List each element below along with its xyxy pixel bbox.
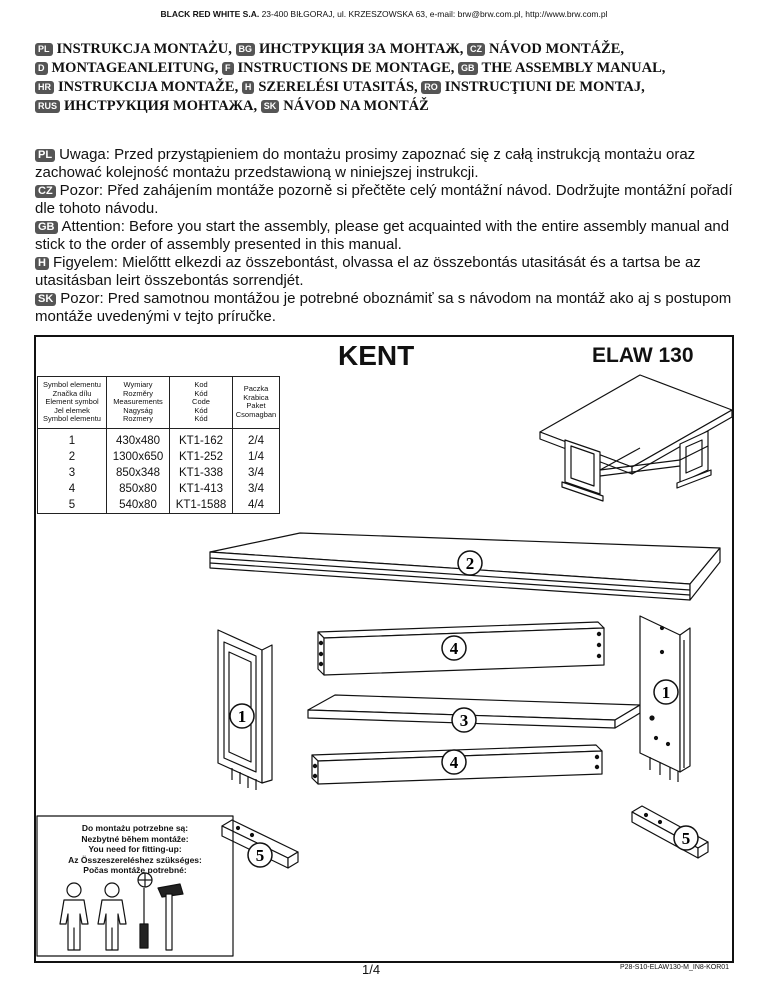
title-f: F INSTRUCTIONS DE MONTAGE, bbox=[222, 60, 454, 76]
note-h: H Figyelem: Mielőttt elkezdi az összebontást, olvassa el az összebontás utasitását és a tartsa be az utasitásban leirt összebontás sorrendjét. bbox=[35, 254, 701, 289]
product-model: ELAW 130 bbox=[592, 344, 694, 367]
tools-needed-text: Do montażu potrzebne są: Nezbytné během montáže: You need for fitting-up: Az Összeszereléshez szükséges: Počas montáže potrebné: bbox=[68, 823, 202, 875]
header-dimensions: Wymiary Rozměry Measurements Nagyság Rozmery bbox=[107, 377, 170, 429]
part-badge-2 bbox=[458, 551, 482, 575]
table-row: 3 850x348 KT1-338 3/4 bbox=[38, 465, 280, 481]
table-row: 2 1300x650 KT1-252 1/4 bbox=[38, 449, 280, 465]
page-number: 1/4 bbox=[362, 962, 381, 977]
company-address: 23-400 BIŁGORAJ, ul. KRZESZOWSKA 63, e-mail: brw@brw.com.pl, http://www.brw.com.pl bbox=[261, 9, 608, 19]
part-badge-4-lower bbox=[442, 750, 466, 774]
svg-text:1: 1 bbox=[661, 683, 671, 702]
screwdriver-icon bbox=[140, 888, 148, 948]
part-badge-5-right bbox=[674, 826, 698, 850]
svg-text:4: 4 bbox=[449, 639, 459, 658]
table-row: 5 540x80 KT1-1588 4/4 bbox=[38, 497, 280, 514]
title-pl: PL INSTRUKCJA MONTAŻU, bbox=[35, 41, 232, 57]
title-gb: GB THE ASSEMBLY MANUAL, bbox=[458, 60, 665, 76]
company-name: BLACK RED WHITE S.A. bbox=[160, 9, 260, 19]
svg-text:1: 1 bbox=[237, 707, 247, 726]
title-rus: RUS ИНСТРУКЦИЯ МОНТАЖА, bbox=[35, 98, 257, 114]
header-code: Kod Kód Code Kód Kód bbox=[170, 377, 233, 429]
part-badge-5-left bbox=[248, 843, 272, 867]
part-badge-4-upper bbox=[442, 636, 466, 660]
part-badge-3 bbox=[452, 708, 476, 732]
svg-text:4: 4 bbox=[449, 753, 459, 772]
product-name: KENT bbox=[338, 340, 415, 371]
note-cz: CZ Pozor: Před zahájením montáže pozorně si přečtěte celý montážní návod. Dodržujte montážní pořadí dle tohoto návodu. bbox=[35, 182, 733, 217]
note-pl: PL Uwaga: Przed przystąpieniem do montażu prosimy zapoznać się z całą instrukcją montażu oraz zachować kolejność montażu przedstawioną w niniejszej instrukcji. bbox=[35, 146, 696, 181]
table-row: 1 430x480 KT1-162 2/4 bbox=[38, 428, 280, 449]
part-badge-1-right bbox=[654, 680, 678, 704]
title-hr: HR INSTRUKCIJA MONTAŽE, bbox=[35, 79, 238, 95]
part-badge-1-left bbox=[230, 704, 254, 728]
title-d: D MONTAGEANLEITUNG, bbox=[35, 60, 218, 76]
title-cz: CZ NÁVOD MONTÁŽE, bbox=[467, 41, 624, 57]
header-package: Paczka Krabica Paket Csomagban bbox=[233, 377, 280, 429]
document-code: P28-S10-ELAW130-M_IN8-KOR01 bbox=[620, 964, 730, 971]
title-h: H SZERELÉSI UTASITÁS, bbox=[242, 79, 418, 95]
title-bg: BG ИНСТРУКЦИЯ ЗА МОНТАЖ, bbox=[236, 41, 464, 57]
svg-text:5: 5 bbox=[681, 829, 691, 848]
person-icon bbox=[60, 883, 88, 950]
title-sk: SK NÁVOD NA MONTÁŽ bbox=[261, 98, 429, 114]
table-row: 4 850x80 KT1-413 3/4 bbox=[38, 481, 280, 497]
svg-text:3: 3 bbox=[459, 711, 469, 730]
assembled-table-illustration bbox=[540, 375, 732, 501]
hammer-icon bbox=[158, 884, 183, 950]
person-icon bbox=[98, 883, 126, 950]
svg-text:5: 5 bbox=[255, 846, 265, 865]
header-symbol: Symbol elementu Značka dílu Element symbol Jel elemek Symbol elementu bbox=[38, 377, 107, 429]
title-ro: RO INSTRUCŢIUNI DE MONTAJ, bbox=[421, 79, 644, 95]
svg-text:2: 2 bbox=[465, 554, 475, 573]
note-sk: SK Pozor: Pred samotnou montážou je potrebné oboznámiť sa s návodom na montáž ako aj s postupom montáže uvedenými v tejto príručke. bbox=[35, 290, 732, 325]
note-gb: GB Attention: Before you start the assembly, please get acquainted with the entire assembly manual and stick to the order of assembly presented in this manual. bbox=[35, 218, 730, 253]
